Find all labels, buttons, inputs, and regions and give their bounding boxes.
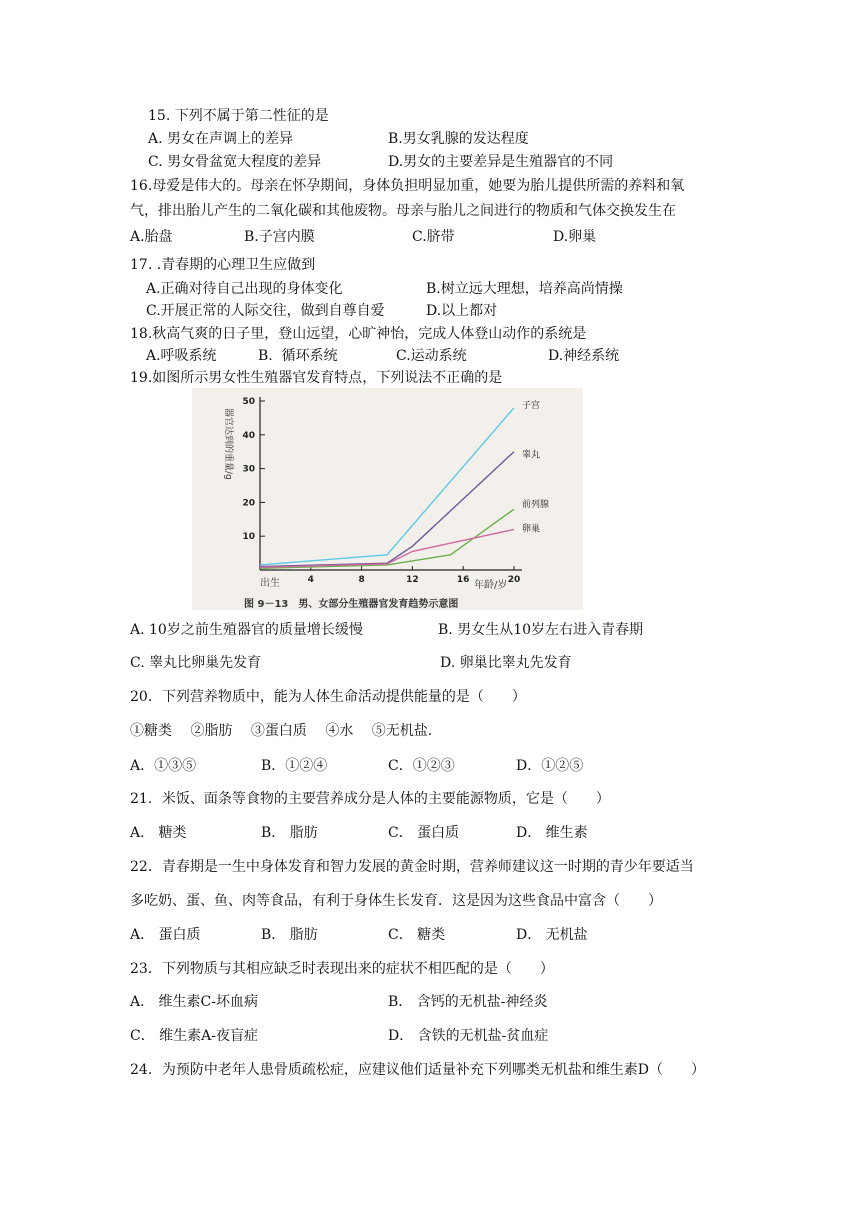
q20-items: ①糖类 ②脂肪 ③蛋白质 ④水 ⑤无机盐. xyxy=(130,723,433,739)
q19-option-b: B. 男女生从10岁左右进入青春期 xyxy=(438,622,644,638)
chart-series-line xyxy=(260,509,514,568)
chart-y-tick-label: 50 xyxy=(242,397,255,407)
q16-option-d: D.卵巢 xyxy=(553,229,597,245)
q20-option-d: D．①②⑤ xyxy=(516,758,584,774)
q19-stem: 19.如图所示男女性生殖器官发育特点，下列说法不正确的是 xyxy=(130,370,503,386)
q17-option-b: B.树立远大理想，培养高尚情操 xyxy=(426,281,623,297)
q21-option-c: C． 蛋白质 xyxy=(388,825,460,841)
q20-option-b: B．①②④ xyxy=(261,758,328,774)
q23-option-b: B． 含钙的无机盐-神经炎 xyxy=(388,994,548,1010)
q17-option-c: C.开展正常的人际交往，做到自尊自爱 xyxy=(146,303,385,319)
q18-option-b: B. 循环系统 xyxy=(258,348,338,364)
q18-option-c: C.运动系统 xyxy=(396,348,467,364)
chart-caption: 图 9－13 男、女部分生殖器官发育趋势示意图 xyxy=(244,599,459,610)
q21-stem: 21．米饭、面条等食物的主要营养成分是人体的主要能源物质，它是（ ） xyxy=(130,791,610,807)
q15-option-d: D.男女的主要差异是生殖器官的不同 xyxy=(388,154,614,170)
chart-y-tick-label: 40 xyxy=(242,430,255,441)
chart-y-tick-label: 30 xyxy=(242,464,255,475)
chart-axes xyxy=(260,397,522,570)
q22-option-d: D． 无机盐 xyxy=(516,927,588,943)
q19-option-c: C. 睾丸比卵巢先发育 xyxy=(130,655,262,671)
chart-ylabel: 器官达到的重量/g xyxy=(223,408,233,480)
q19-option-d: D. 卵巢比睾丸先发育 xyxy=(440,655,572,671)
q16-option-b: B.子宫内膜 xyxy=(244,229,315,245)
q20-option-a: A．①③⑤ xyxy=(130,758,197,774)
chart-x-tick-label: 12 xyxy=(406,575,419,585)
q20-stem: 20．下列营养物质中，能为人体生命活动提供能量的是（ ） xyxy=(130,689,526,705)
chart-x-tick-label: 8 xyxy=(358,575,365,585)
q15-stem: 15. 下列不属于第二性征的是 xyxy=(148,108,329,124)
q16-option-c: C.脐带 xyxy=(412,229,455,245)
q23-option-d: D． 含铁的无机盐-贫血症 xyxy=(388,1028,549,1044)
q21-option-a: A． 糖类 xyxy=(130,825,187,841)
chart-x-tick-label: 20 xyxy=(507,575,521,585)
q21-option-d: D． 维生素 xyxy=(516,825,588,841)
q18-option-d: D.神经系统 xyxy=(548,348,620,364)
q19-option-a: A. 10岁之前生殖器官的质量增长缓慢 xyxy=(130,622,363,638)
q22-option-a: A． 蛋白质 xyxy=(130,927,201,943)
chart-x-tick-label: 16 xyxy=(456,575,470,585)
q23-option-a: A． 维生素C-坏血病 xyxy=(130,994,259,1010)
chart-y-tick-label: 10 xyxy=(242,532,255,543)
q22-option-b: B． 脂肪 xyxy=(261,927,318,943)
q22-stem-line2: 多吃奶、蛋、鱼、肉等食品，有利于身体生长发育．这是因为这些食品中富含（ ） xyxy=(130,893,662,909)
chart-svg xyxy=(192,388,583,610)
q15-option-b: B.男女乳腺的发达程度 xyxy=(388,131,529,147)
chart-series-label: 睾丸 xyxy=(522,450,541,461)
q17-option-d: D.以上都对 xyxy=(426,303,498,319)
q15-option-c: C. 男女骨盆宽大程度的差异 xyxy=(148,154,322,170)
q16-stem-line1: 16.母爱是伟大的。母亲在怀孕期间，身体负担明显加重，她要为胎儿提供所需的养料和氧 xyxy=(130,178,685,194)
chart-series-label: 子宫 xyxy=(522,400,541,411)
q17-option-a: A.正确对待自己出现的身体变化 xyxy=(146,281,343,297)
q15-option-a: A. 男女在声调上的差异 xyxy=(148,131,294,147)
q23-stem: 23．下列物质与其相应缺乏时表现出来的症状不相匹配的是（ ） xyxy=(130,961,554,977)
q18-stem: 18.秋高气爽的日子里，登山远望，心旷神怡，完成人体登山动作的系统是 xyxy=(130,326,587,342)
chart-series-label: 卵巢 xyxy=(522,524,541,535)
q16-stem-line2: 气，排出胎儿产生的二氧化碳和其他废物。母亲与胎儿之间进行的物质和气体交换发生在 xyxy=(130,203,676,219)
chart-y-tick-label: 20 xyxy=(242,498,255,509)
q23-option-c: C． 维生素A-夜盲症 xyxy=(130,1028,259,1044)
chart-xlabel: 年龄/岁 xyxy=(474,580,508,591)
q22-stem-line1: 22．青春期是一生中身体发育和智力发展的黄金时期，营养师建议这一时期的青少年要适当 xyxy=(130,859,694,875)
q18-option-a: A.呼吸系统 xyxy=(146,348,217,364)
q22-option-c: C． 糖类 xyxy=(388,927,446,943)
q21-option-b: B． 脂肪 xyxy=(261,825,318,841)
q24-stem: 24．为预防中老年人患骨质疏松症，应建议他们适量补充下列哪类无机盐和维生素D（ ） xyxy=(130,1062,706,1078)
q20-option-c: C．①②③ xyxy=(388,758,455,774)
chart-x-tick-label: 4 xyxy=(307,575,314,585)
organ-development-chart xyxy=(192,388,583,610)
chart-series-line xyxy=(260,452,514,567)
q17-stem: 17. .青春期的心理卫生应做到 xyxy=(130,257,316,273)
q16-option-a: A.胎盘 xyxy=(130,229,173,245)
chart-x-origin-label: 出生 xyxy=(260,578,280,589)
chart-series-label: 前列腺 xyxy=(522,500,550,511)
chart-lines xyxy=(260,408,514,569)
